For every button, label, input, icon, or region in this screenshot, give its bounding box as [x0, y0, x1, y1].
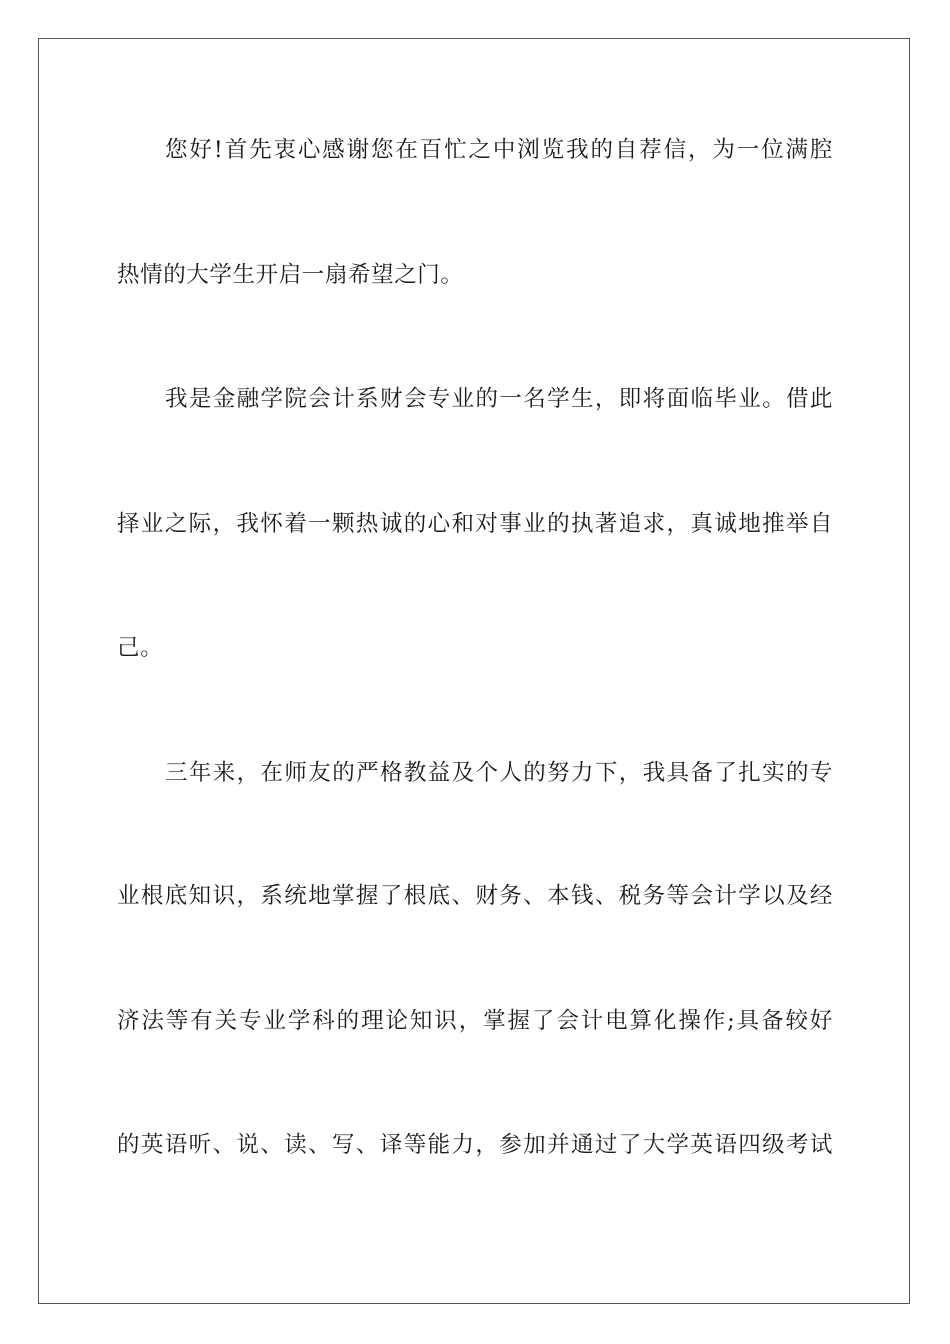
paragraph-3-line-1: 三年来，在师友的严格教益及个人的努力下，我具备了扎实的专 — [165, 760, 833, 786]
paragraph-3-line-4: 的英语听、说、读、写、译等能力，参加并通过了大学英语四级考试 — [117, 1132, 833, 1158]
paragraph-3-line-2: 业根底知识，系统地掌握了根底、财务、本钱、税务等会计学以及经 — [117, 883, 833, 909]
paragraph-3-line-3: 济法等有关专业学科的理论知识，掌握了会计电算化操作;具备较好 — [117, 1008, 833, 1034]
paragraph-1-line-1: 您好!首先衷心感谢您在百忙之中浏览我的自荐信，为一位满腔 — [165, 137, 833, 163]
paragraph-2-line-1: 我是金融学院会计系财会专业的一名学生，即将面临毕业。借此 — [165, 386, 833, 412]
paragraph-2-line-3: 己。 — [117, 635, 164, 661]
page-border — [38, 38, 910, 1304]
paragraph-2-line-2: 择业之际，我怀着一颗热诚的心和对事业的执著追求，真诚地推举自 — [117, 511, 833, 537]
paragraph-1-line-2: 热情的大学生开启一扇希望之门。 — [117, 262, 464, 288]
